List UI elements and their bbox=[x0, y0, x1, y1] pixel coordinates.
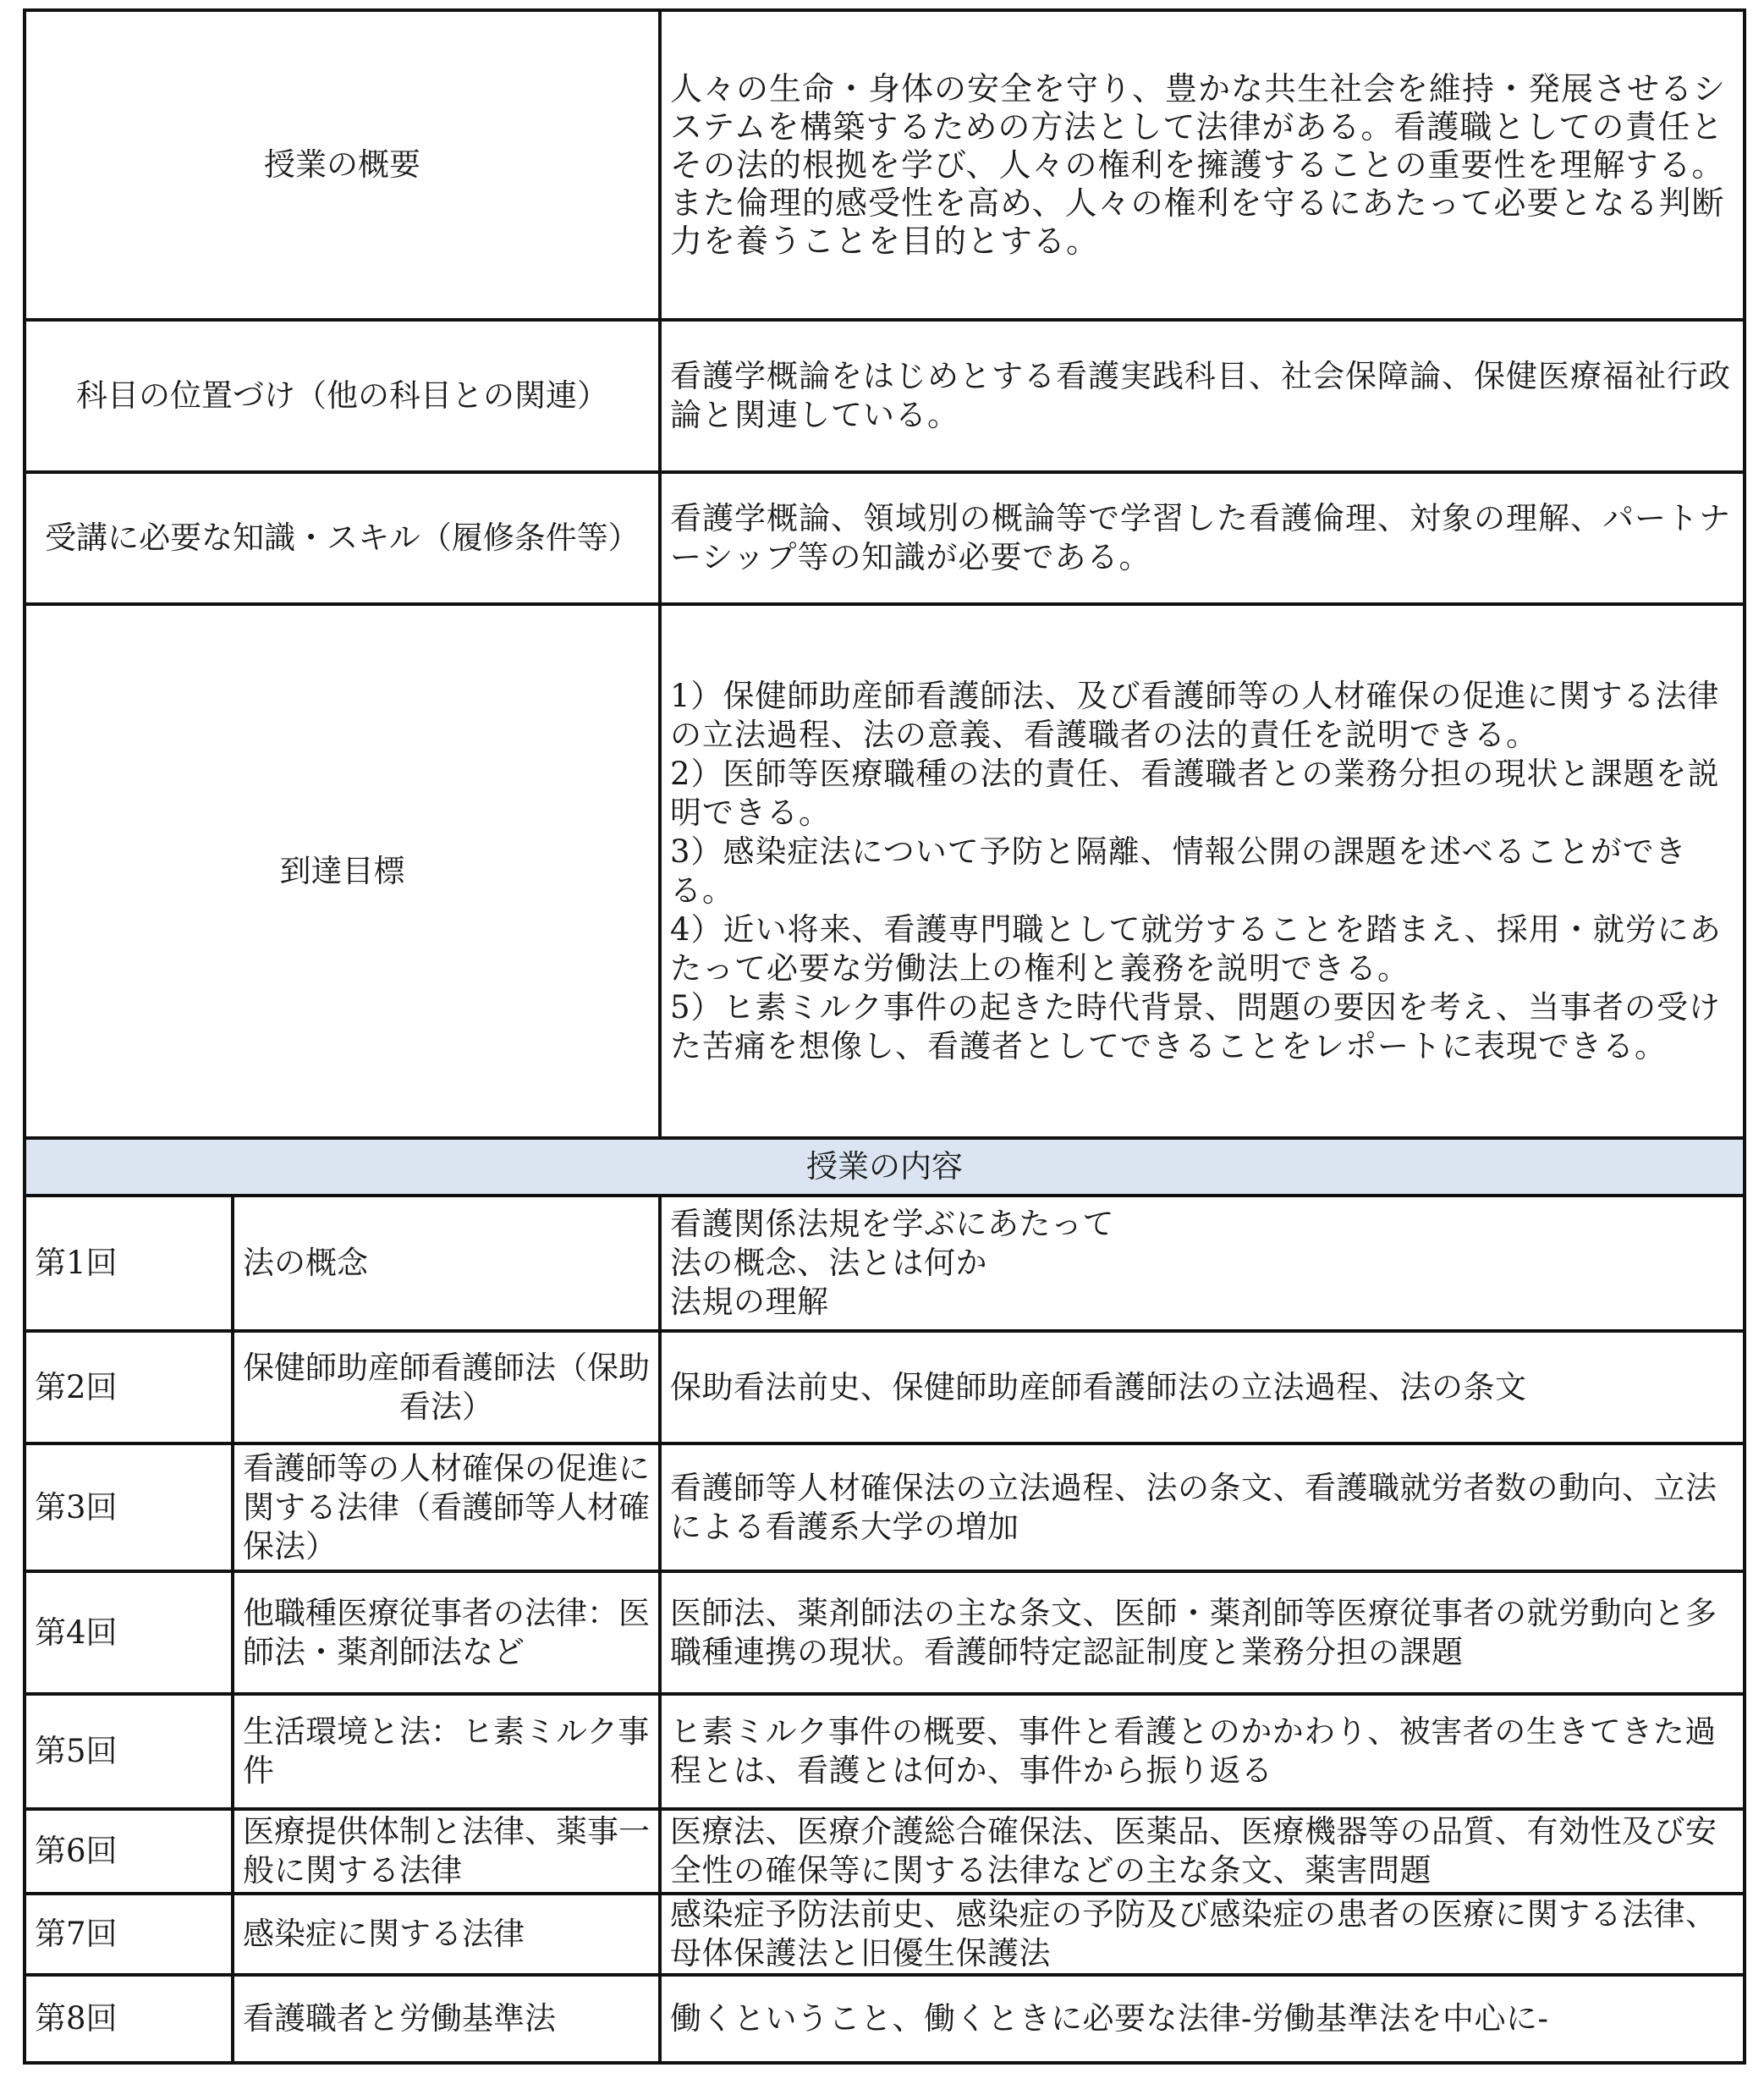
session-topic: 看護師等の人材確保の促進に関する法律（看護師等人材確保法） bbox=[233, 1443, 660, 1571]
session-number: 第6回 bbox=[25, 1809, 233, 1894]
session-row bbox=[25, 1809, 1745, 1894]
overview-label: 授業の概要 bbox=[25, 10, 660, 320]
session-row bbox=[25, 1894, 1745, 1975]
session-number: 第8回 bbox=[25, 1975, 233, 2063]
goals-label: 到達目標 bbox=[25, 604, 660, 1138]
overview-row bbox=[25, 10, 1745, 320]
session-number: 第2回 bbox=[25, 1331, 233, 1443]
session-row bbox=[25, 1571, 1745, 1694]
session-topic: 生活環境と法：ヒ素ミルク事件 bbox=[233, 1694, 660, 1809]
position-row bbox=[25, 320, 1745, 472]
session-number: 第5回 bbox=[25, 1694, 233, 1809]
session-detail bbox=[660, 1196, 1745, 1331]
session-row bbox=[25, 1443, 1745, 1571]
goal-item-2: 2）医師等医療職種の法的責任、看護職者との業務分担の現状と課題を説明できる。 bbox=[670, 755, 1720, 831]
session-number: 第7回 bbox=[25, 1894, 233, 1975]
session-topic: 感染症に関する法律 bbox=[233, 1894, 660, 1975]
prerequisites-text: 看護学概論、領域別の概論等で学習した看護倫理、対象の理解、パートナーシップ等の知識が必要である。 bbox=[660, 472, 1745, 604]
session-row bbox=[25, 1196, 1745, 1331]
goals-list bbox=[660, 604, 1745, 1138]
session-topic: 医療提供体制と法律、薬事一般に関する法律 bbox=[233, 1809, 660, 1894]
session-detail: ヒ素ミルク事件の概要、事件と看護とのかかわり、被害者の生きてきた過程とは、看護とは何か、事件から振り返る bbox=[660, 1694, 1745, 1809]
session-detail: 働くということ、働くときに必要な法律-労働基準法を中心に- bbox=[660, 1975, 1745, 2063]
session-detail: 看護師等人材確保法の立法過程、法の条文、看護職就労者数の動向、立法による看護系大学の増加 bbox=[660, 1443, 1745, 1571]
position-label: 科目の位置づけ（他の科目との関連） bbox=[25, 320, 660, 472]
session-detail: 感染症予防法前史、感染症の予防及び感染症の患者の医療に関する法律、母体保護法と旧優生保護法 bbox=[660, 1894, 1745, 1975]
session-detail-line: 看護関係法規を学ぶにあたって bbox=[670, 1206, 1114, 1242]
content-header-row bbox=[25, 1138, 1745, 1196]
prerequisites-label: 受講に必要な知識・スキル（履修条件等） bbox=[25, 472, 660, 604]
goal-item-1: 1）保健師助産師看護師法、及び看護師等の人材確保の促進に関する法律の立法過程、法の意義、看護職者の法的責任を説明できる。 bbox=[670, 677, 1720, 753]
goal-item-5: 5）ヒ素ミルク事件の起きた時代背景、問題の要因を考え、当事者の受けた苦痛を想像し、看護者としてできることをレポートに表現できる。 bbox=[670, 988, 1722, 1064]
session-detail-line: 法の概念、法とは何か bbox=[670, 1245, 987, 1281]
session-detail: 医療法、医療介護総合確保法、医薬品、医療機器等の品質、有効性及び安全性の確保等に関する法律などの主な条文、薬害問題 bbox=[660, 1809, 1745, 1894]
session-topic: 法の概念 bbox=[233, 1196, 660, 1331]
content-header: 授業の内容 bbox=[25, 1138, 1745, 1196]
position-text: 看護学概論をはじめとする看護実践科目、社会保障論、保健医療福祉行政論と関連している。 bbox=[660, 320, 1745, 472]
session-row bbox=[25, 1975, 1745, 2063]
session-detail-line: 法規の理解 bbox=[670, 1284, 829, 1320]
goal-item-3: 3）感染症法について予防と隔離、情報公開の課題を述べることができる。 bbox=[670, 833, 1687, 909]
session-number: 第3回 bbox=[25, 1443, 233, 1571]
session-detail: 保助看法前史、保健師助産師看護師法の立法過程、法の条文 bbox=[660, 1331, 1745, 1443]
overview-text: 人々の生命・身体の安全を守り、豊かな共生社会を維持・発展させるシステムを構築するための方法として法律がある。看護職としての責任とその法的根拠を学び、人々の権利を擁護することの重要性を理解する。また倫理的感受性を高め、人々の権利を守るにあたって必要となる判断力を養うことを目的とする。 bbox=[660, 10, 1745, 320]
session-row bbox=[25, 1694, 1745, 1809]
goals-row bbox=[25, 604, 1745, 1138]
session-topic: 他職種医療従事者の法律：医師法・薬剤師法など bbox=[233, 1571, 660, 1694]
session-number: 第1回 bbox=[25, 1196, 233, 1331]
session-number: 第4回 bbox=[25, 1571, 233, 1694]
goal-item-4: 4）近い将来、看護専門職として就労することを踏まえ、採用・就労にあたって必要な労働法上の権利と義務を説明できる。 bbox=[670, 910, 1722, 987]
session-detail: 医師法、薬剤師法の主な条文、医師・薬剤師等医療従事者の就労動向と多職種連携の現状。看護師特定認証制度と業務分担の課題 bbox=[660, 1571, 1745, 1694]
session-topic: 看護職者と労働基準法 bbox=[233, 1975, 660, 2063]
session-topic: 保健師助産師看護師法（保助看法） bbox=[233, 1331, 660, 1443]
syllabus-table bbox=[23, 8, 1746, 2065]
session-row bbox=[25, 1331, 1745, 1443]
prerequisites-row bbox=[25, 472, 1745, 604]
